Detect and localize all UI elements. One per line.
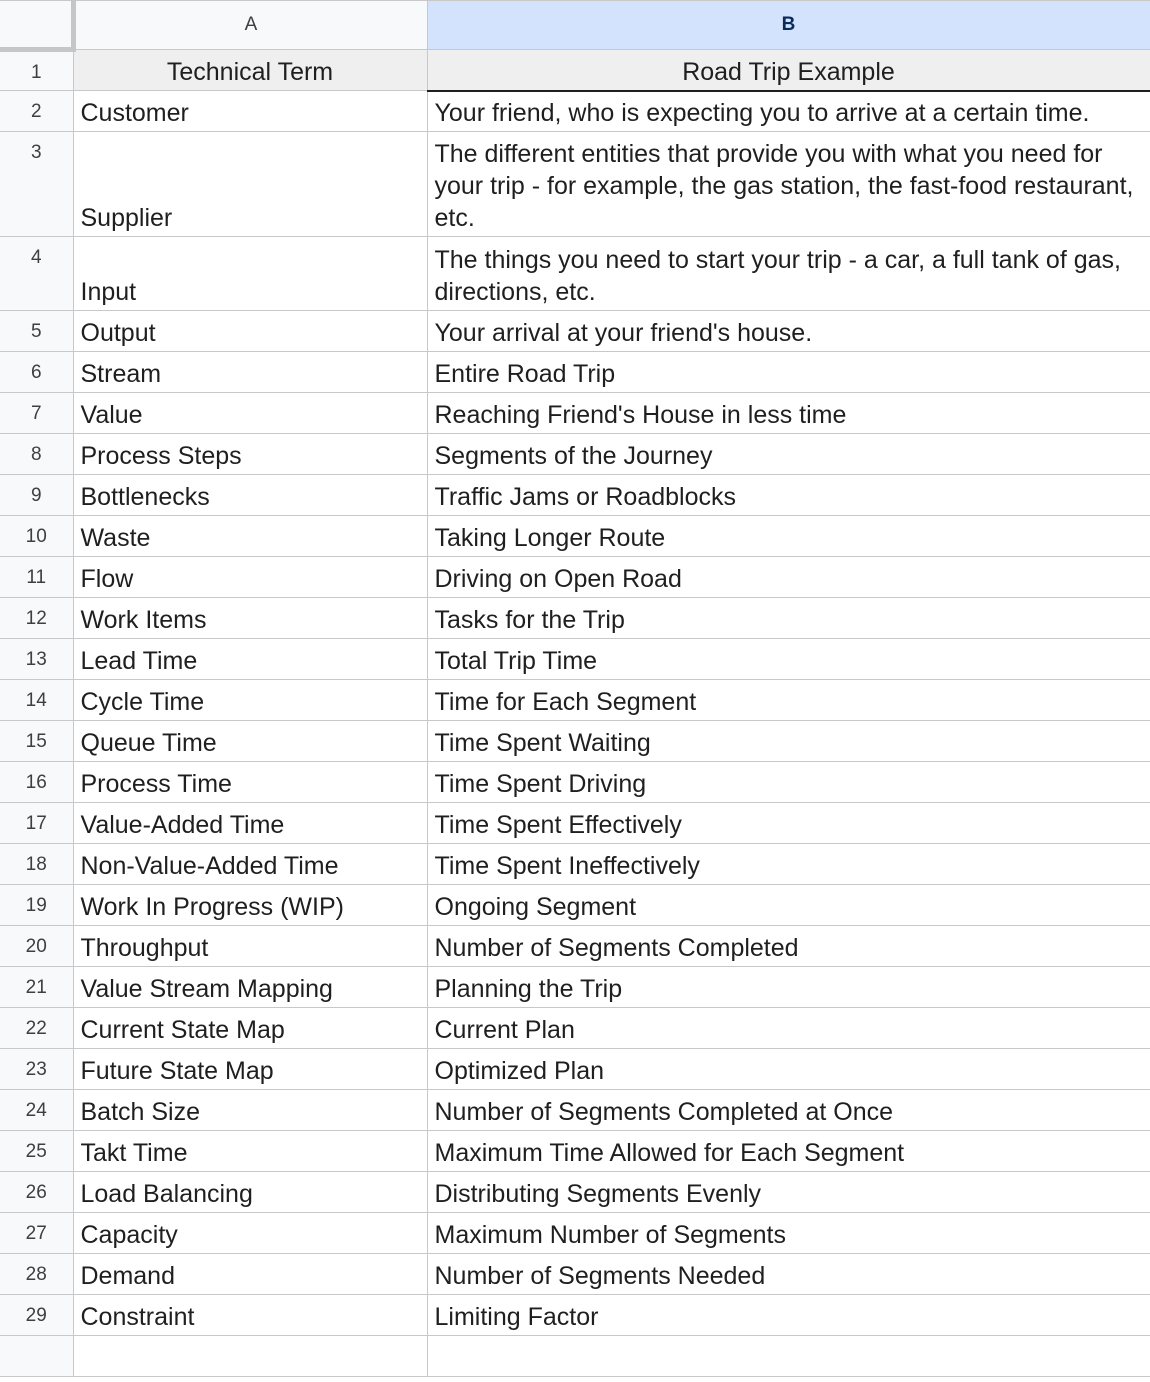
- row-header[interactable]: 27: [0, 1213, 73, 1254]
- term-cell[interactable]: Constraint: [73, 1295, 427, 1336]
- row-header[interactable]: 9: [0, 475, 73, 516]
- header-cell-technical-term[interactable]: Technical Term: [73, 50, 427, 91]
- table-row: [0, 516, 1150, 557]
- table-row: [0, 475, 1150, 516]
- term-cell[interactable]: Flow: [73, 557, 427, 598]
- example-cell[interactable]: Time Spent Ineffectively: [427, 844, 1150, 885]
- row-header[interactable]: 16: [0, 762, 73, 803]
- example-cell[interactable]: Taking Longer Route: [427, 516, 1150, 557]
- term-cell[interactable]: Value Stream Mapping: [73, 967, 427, 1008]
- row-header[interactable]: 2: [0, 91, 73, 132]
- term-cell[interactable]: Process Steps: [73, 434, 427, 475]
- row-header[interactable]: 7: [0, 393, 73, 434]
- row-header[interactable]: 18: [0, 844, 73, 885]
- example-cell[interactable]: Entire Road Trip: [427, 352, 1150, 393]
- table-row: [0, 803, 1150, 844]
- row-header[interactable]: 25: [0, 1131, 73, 1172]
- table-row: [0, 1131, 1150, 1172]
- term-cell[interactable]: Demand: [73, 1254, 427, 1295]
- table-row: [0, 1213, 1150, 1254]
- term-cell[interactable]: Output: [73, 311, 427, 352]
- table-row: [0, 1172, 1150, 1213]
- table-row: [0, 237, 1150, 311]
- table-row: [0, 721, 1150, 762]
- empty-cell[interactable]: [427, 1336, 1150, 1377]
- example-cell[interactable]: Distributing Segments Evenly: [427, 1172, 1150, 1213]
- example-cell[interactable]: The different entities that provide you with what you need for your trip - for example, the gas station, the fast-food restaurant, etc.: [427, 132, 1150, 237]
- example-cell[interactable]: Optimized Plan: [427, 1049, 1150, 1090]
- term-cell[interactable]: Waste: [73, 516, 427, 557]
- example-cell[interactable]: Your friend, who is expecting you to arrive at a certain time.: [427, 91, 1150, 132]
- row-header[interactable]: 10: [0, 516, 73, 557]
- table-row: [0, 639, 1150, 680]
- term-cell[interactable]: Lead Time: [73, 639, 427, 680]
- term-cell[interactable]: Supplier: [73, 132, 427, 237]
- row-header[interactable]: 26: [0, 1172, 73, 1213]
- term-cell[interactable]: Stream: [73, 352, 427, 393]
- row-header[interactable]: 5: [0, 311, 73, 352]
- term-cell[interactable]: Input: [73, 237, 427, 311]
- row-header[interactable]: 14: [0, 680, 73, 721]
- row-header[interactable]: 12: [0, 598, 73, 639]
- term-cell[interactable]: Work In Progress (WIP): [73, 885, 427, 926]
- term-cell[interactable]: Bottlenecks: [73, 475, 427, 516]
- table-row: [0, 1090, 1150, 1131]
- table-row: [0, 844, 1150, 885]
- term-cell[interactable]: Throughput: [73, 926, 427, 967]
- term-cell[interactable]: Current State Map: [73, 1008, 427, 1049]
- example-cell[interactable]: Time Spent Effectively: [427, 803, 1150, 844]
- example-cell[interactable]: Tasks for the Trip: [427, 598, 1150, 639]
- row-header[interactable]: 15: [0, 721, 73, 762]
- example-cell[interactable]: Maximum Time Allowed for Each Segment: [427, 1131, 1150, 1172]
- table-row: [0, 311, 1150, 352]
- row-header[interactable]: 21: [0, 967, 73, 1008]
- example-cell[interactable]: Time for Each Segment: [427, 680, 1150, 721]
- table-row: [0, 352, 1150, 393]
- example-cell[interactable]: Time Spent Driving: [427, 762, 1150, 803]
- row-header[interactable]: 13: [0, 639, 73, 680]
- term-cell[interactable]: Capacity: [73, 1213, 427, 1254]
- example-cell[interactable]: Current Plan: [427, 1008, 1150, 1049]
- table-row: [0, 557, 1150, 598]
- example-cell[interactable]: Traffic Jams or Roadblocks: [427, 475, 1150, 516]
- term-cell[interactable]: Value: [73, 393, 427, 434]
- term-cell[interactable]: Value-Added Time: [73, 803, 427, 844]
- row-header[interactable]: 24: [0, 1090, 73, 1131]
- table-row: [0, 885, 1150, 926]
- term-cell[interactable]: Takt Time: [73, 1131, 427, 1172]
- row-header[interactable]: 3: [0, 132, 73, 237]
- row-header[interactable]: 11: [0, 557, 73, 598]
- row-header[interactable]: 1: [0, 50, 73, 91]
- row-header[interactable]: 20: [0, 926, 73, 967]
- row-header[interactable]: 19: [0, 885, 73, 926]
- row-header[interactable]: 8: [0, 434, 73, 475]
- example-cell[interactable]: Ongoing Segment: [427, 885, 1150, 926]
- row-header[interactable]: 23: [0, 1049, 73, 1090]
- table-row: [0, 680, 1150, 721]
- example-cell[interactable]: Limiting Factor: [427, 1295, 1150, 1336]
- row-header[interactable]: 29: [0, 1295, 73, 1336]
- row-header[interactable]: 22: [0, 1008, 73, 1049]
- example-cell[interactable]: Segments of the Journey: [427, 434, 1150, 475]
- table-row: [0, 1295, 1150, 1336]
- term-cell[interactable]: Future State Map: [73, 1049, 427, 1090]
- empty-cell[interactable]: [73, 1336, 427, 1377]
- column-header-a[interactable]: A: [73, 1, 427, 50]
- example-cell[interactable]: Reaching Friend's House in less time: [427, 393, 1150, 434]
- example-cell[interactable]: Your arrival at your friend's house.: [427, 311, 1150, 352]
- row-header[interactable]: 28: [0, 1254, 73, 1295]
- example-cell[interactable]: Planning the Trip: [427, 967, 1150, 1008]
- term-cell[interactable]: Customer: [73, 91, 427, 132]
- table-row: [0, 91, 1150, 132]
- example-cell[interactable]: Total Trip Time: [427, 639, 1150, 680]
- table-row: [0, 967, 1150, 1008]
- term-cell[interactable]: Batch Size: [73, 1090, 427, 1131]
- row-header[interactable]: 4: [0, 237, 73, 311]
- term-cell[interactable]: Load Balancing: [73, 1172, 427, 1213]
- header-cell-road-trip-example[interactable]: Road Trip Example: [427, 50, 1150, 91]
- column-header-b[interactable]: B: [427, 1, 1150, 50]
- table-row: [0, 598, 1150, 639]
- example-cell[interactable]: Maximum Number of Segments: [427, 1213, 1150, 1254]
- term-cell[interactable]: Cycle Time: [73, 680, 427, 721]
- table-row: [0, 762, 1150, 803]
- term-cell[interactable]: Process Time: [73, 762, 427, 803]
- example-cell[interactable]: Time Spent Waiting: [427, 721, 1150, 762]
- row-header[interactable]: 17: [0, 803, 73, 844]
- select-all-corner[interactable]: [0, 1, 73, 50]
- example-cell[interactable]: Number of Segments Completed at Once: [427, 1090, 1150, 1131]
- term-cell[interactable]: Queue Time: [73, 721, 427, 762]
- table-row: [0, 1254, 1150, 1295]
- table-row: [0, 1336, 1150, 1377]
- example-cell[interactable]: Number of Segments Needed: [427, 1254, 1150, 1295]
- table-row: [0, 926, 1150, 967]
- table-row: [0, 393, 1150, 434]
- example-cell[interactable]: The things you need to start your trip - a car, a full tank of gas, directions, etc.: [427, 237, 1150, 311]
- term-cell[interactable]: Non-Value-Added Time: [73, 844, 427, 885]
- table-row: [0, 132, 1150, 237]
- table-row: [0, 434, 1150, 475]
- table-row: [0, 1049, 1150, 1090]
- example-cell[interactable]: Number of Segments Completed: [427, 926, 1150, 967]
- row-header[interactable]: 6: [0, 352, 73, 393]
- term-cell[interactable]: Work Items: [73, 598, 427, 639]
- table-row: [0, 1008, 1150, 1049]
- row-header[interactable]: [0, 1336, 73, 1377]
- example-cell[interactable]: Driving on Open Road: [427, 557, 1150, 598]
